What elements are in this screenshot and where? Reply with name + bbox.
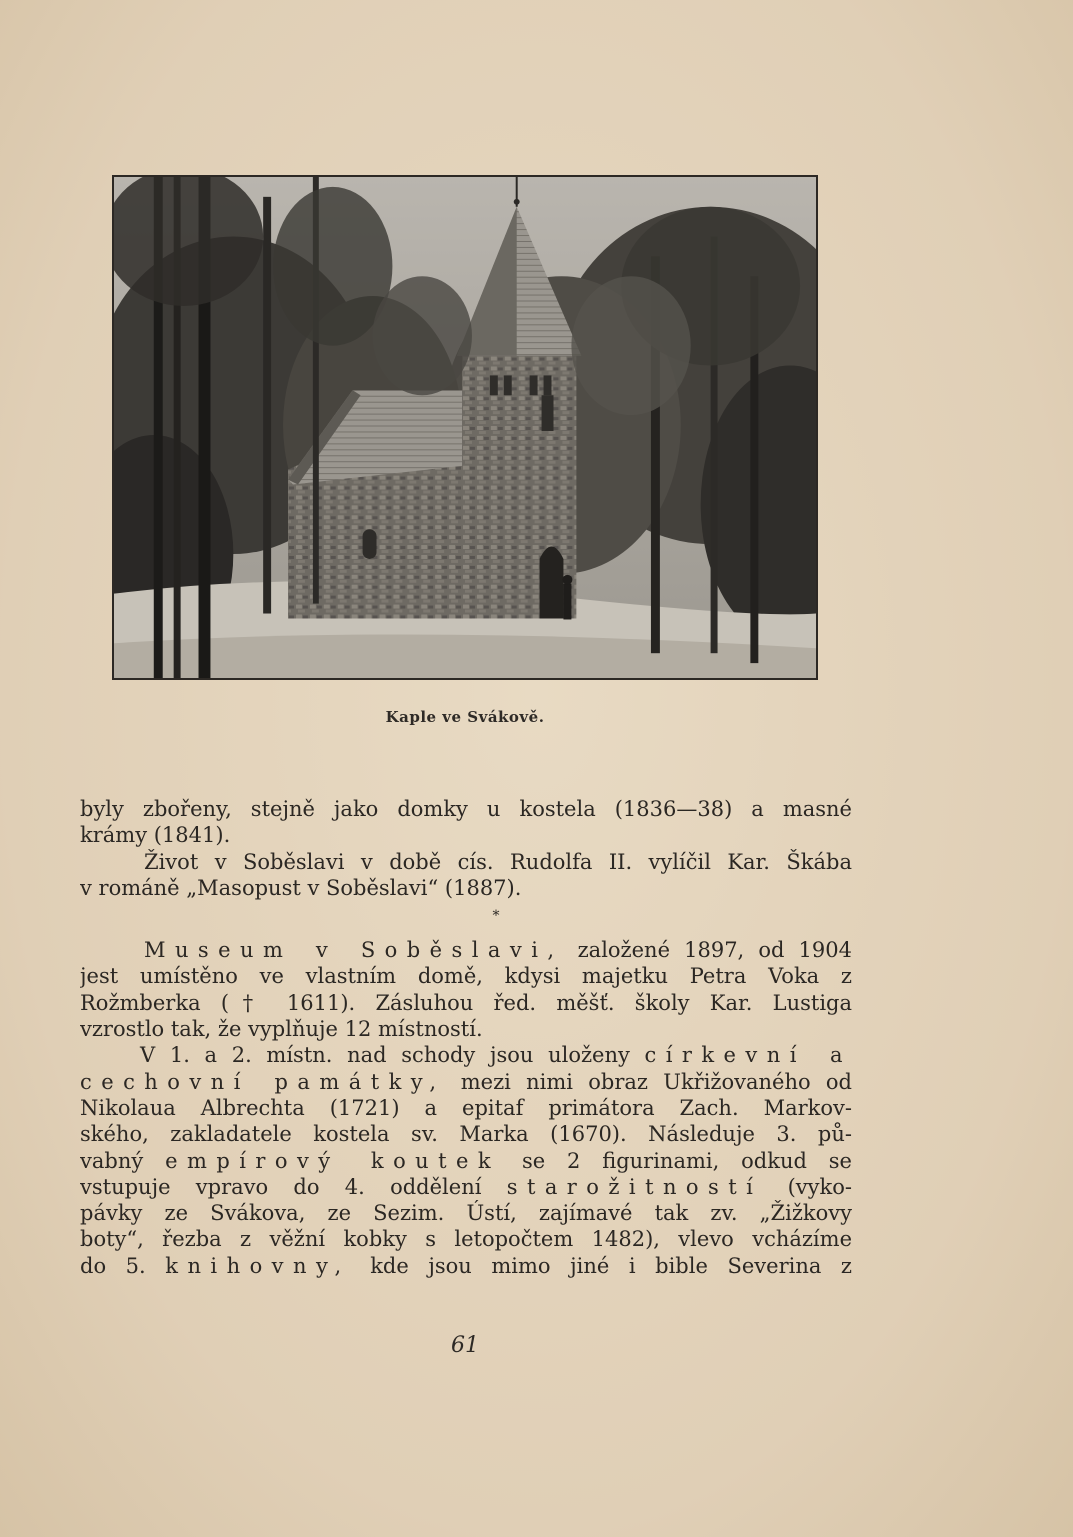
text-line: vstupuje vpravo do 4. oddělení starožitností (vyko- [80,1174,852,1199]
text-line: Nikolaua Albrechta (1721) a epitaf primátora Zach. Markov- [80,1095,852,1120]
text-line: byly zbořeny, stejně jako domky u kostela (1836—38) a masné [80,797,852,821]
page-number: 61 [451,1333,479,1358]
text-line: vzrostlo tak, že vyplňuje 12 místností. [80,1017,483,1042]
text-line: jest umístěno ve vlastním domě, kdysi majetku Petra Voka z [80,964,852,989]
text-line: pávky ze Svákova, ze Sezim. Ústí, zajímavé tak zv. „Žižkovy [80,1201,852,1226]
text-line: Rožmberka († 1611). Zásluhou řed. měšť. školy Kar. Lustiga [80,990,852,1015]
body-text [80,796,852,1279]
text-line: ského, zakladatele kostela sv. Marka (1670). Následuje 3. pů- [80,1122,852,1147]
text-line: V 1. a 2. místn. nad schody jsou uloženy církevní a [140,1043,852,1068]
spaced-term: cechovní památky, [80,1069,446,1094]
spaced-term: Museum v Soběslavi, [144,938,564,963]
spaced-term: starožitností [506,1174,763,1199]
text-line: boty“, řezba z věžní kobky s letopočtem 1482), vlevo vcházíme [80,1227,852,1252]
text-line: vabný empírový koutek se 2 figurinami, odkud se [80,1148,852,1173]
text-line: Život v Soběslavi v době cís. Rudolfa II. vylíčil Kar. Škába [144,849,852,874]
figure-caption: Kaple ve Svákově. [385,708,545,726]
church-in-forest-photo [114,177,816,678]
church-photo [112,175,818,680]
text-line: Museum v Soběslavi, založené 1897, od 1904 [144,938,852,963]
text-line: do 5. knihovny, kde jsou mimo jiné i bible Severina z [80,1253,852,1278]
section-separator: * [492,908,500,925]
text-line: krámy (1841). [80,823,231,848]
spaced-term: církevní a [644,1043,852,1068]
text-line: v románě „Masopust v Soběslavi“ (1887). [80,875,522,900]
spaced-term: knihovny, [165,1253,351,1278]
spaced-term: empírový koutek [165,1148,501,1173]
text-line: cechovní památky, mezi nimi obraz Ukřižovaného od [80,1069,852,1094]
